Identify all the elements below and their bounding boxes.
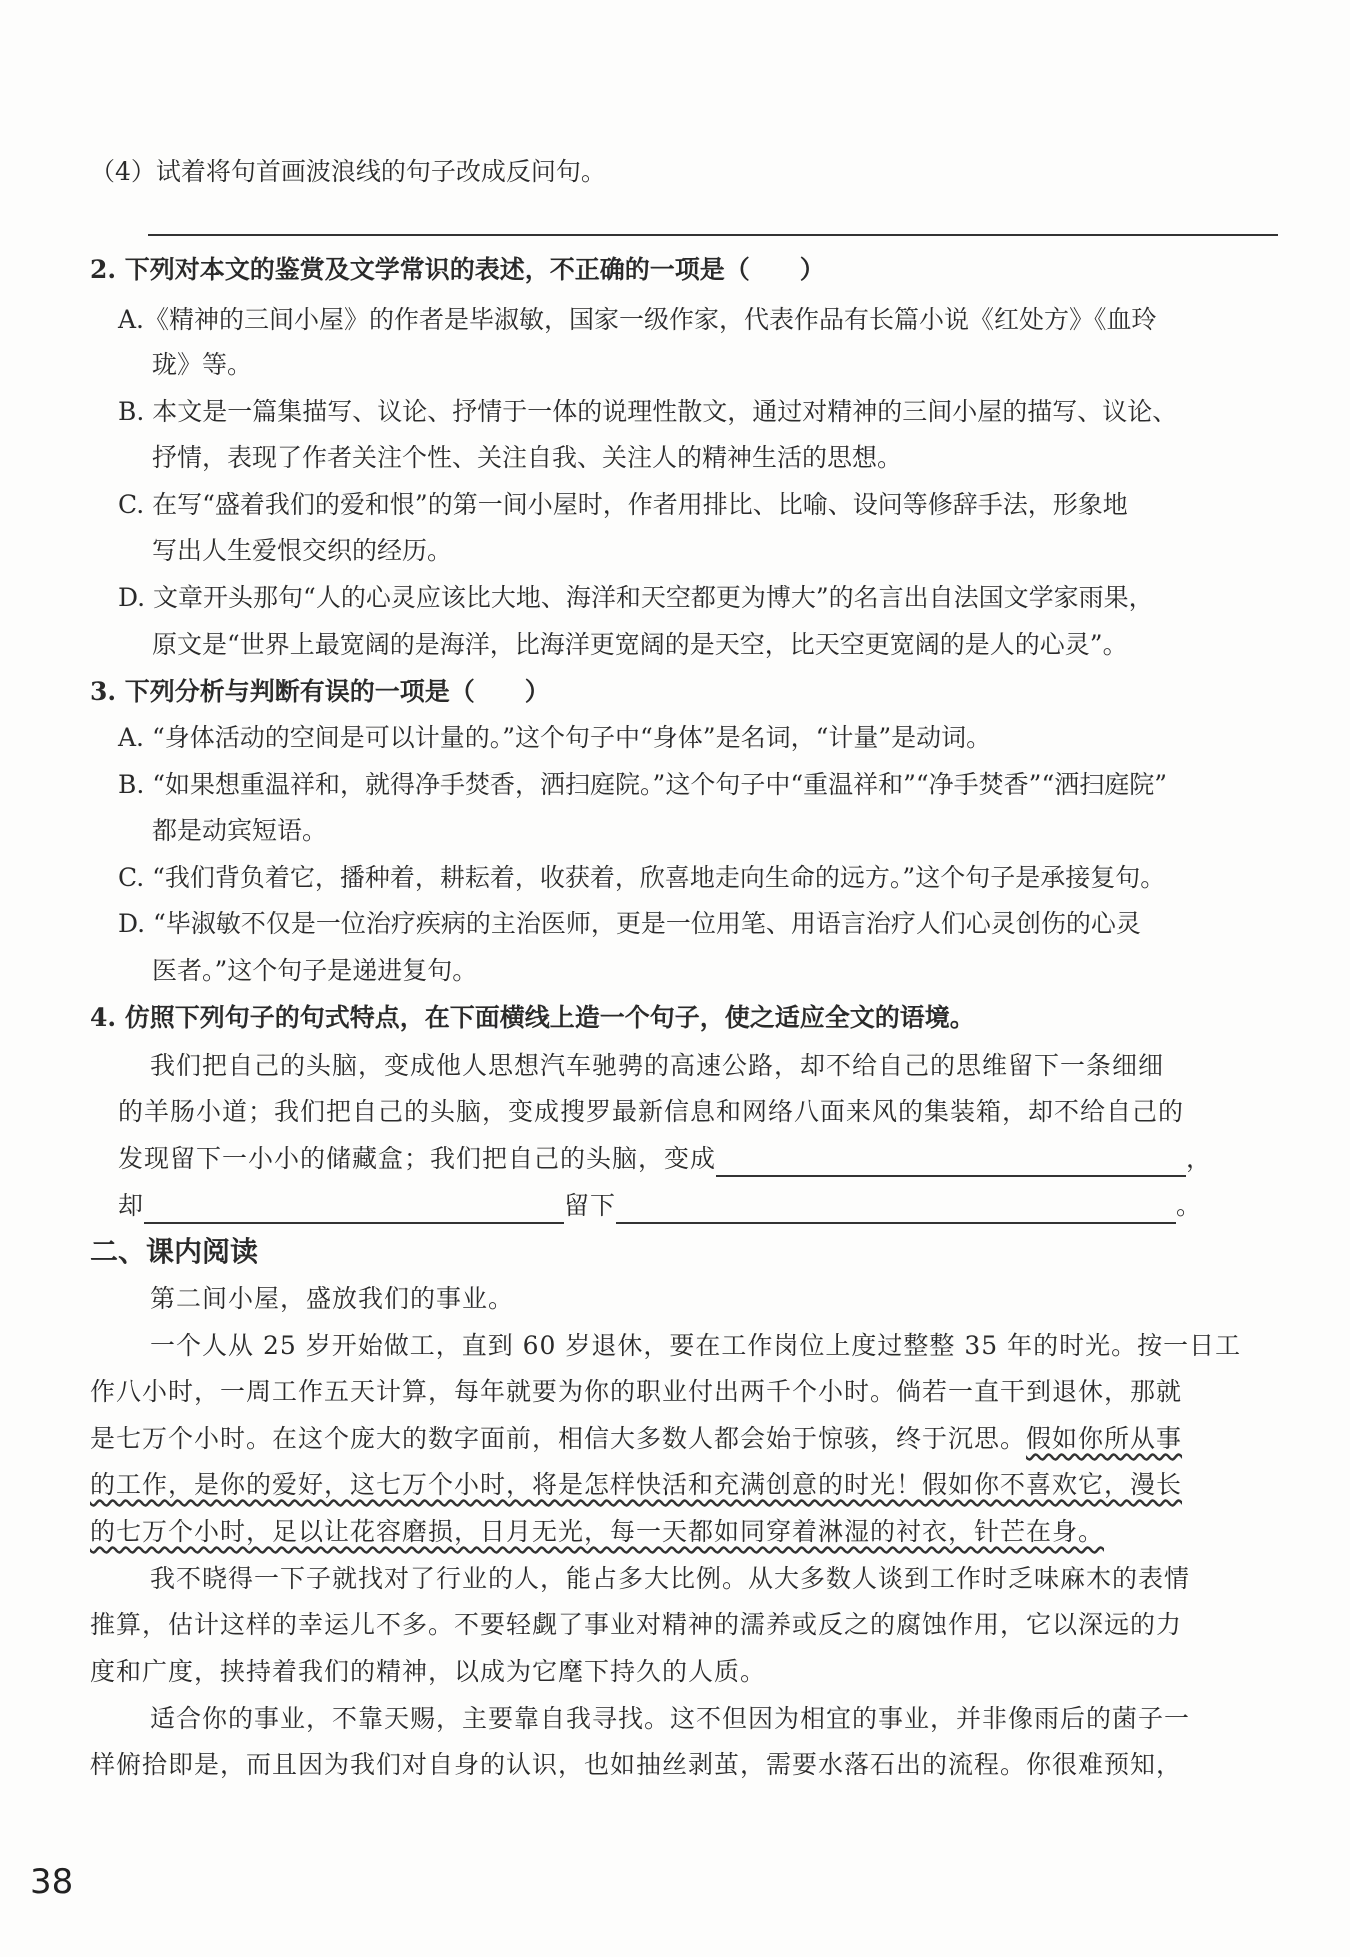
passage-line-5 <box>90 1467 1182 1503</box>
q2-option-c: C. 在写“盛着我们的爱和恨”的第一间小屋时，作者用排比、比喻、设问等修辞手法，形象地 <box>118 490 1128 519</box>
passage-line-2: 一个人从 25 岁开始做工，直到 60 岁退休，要在工作岗位上度过整整 35 年的时光。按一日工 <box>150 1331 1242 1360</box>
passage-line-10: 适合你的事业，不靠天赐，主要靠自我寻找。这不但因为相宜的事业，并非像雨后的菌子一 <box>150 1704 1191 1733</box>
q2-option-d-cont: 原文是“世界上最宽阔的是海洋，比海洋更宽阔的是天空，比天空更宽阔的是人的心灵”。 <box>152 630 1128 659</box>
q2-option-a-cont: 珑》等。 <box>152 350 253 379</box>
question-3-stem: 3. 下列分析与判断有误的一项是（ ） <box>90 677 550 706</box>
q4-example-text: 发现留下一小小的储藏盒；我们把自己的头脑，变成 <box>118 1144 717 1173</box>
wavy-sentence-middle: 的工作，是你的爱好，这七万个小时，将是怎样快活和充满创意的时光！假如你不喜欢它，漫长 <box>90 1470 1183 1499</box>
q4-example-line-2: 的羊肠小道；我们把自己的头脑，变成搜罗最新信息和网络八面来风的集装箱，却不给自己的 <box>118 1097 1185 1126</box>
question-4-stem: 4. 仿照下列句子的句式特点，在下面横线上造一个句子，使之适应全文的语境。 <box>90 1003 975 1032</box>
question-2-stem: 2. 下列对本文的鉴赏及文学常识的表述，不正确的一项是（ ） <box>90 255 825 284</box>
q4-example-line-3 <box>118 1141 1212 1177</box>
q4-blank-1[interactable] <box>716 1145 1186 1177</box>
section-2-title: 二、课内阅读 <box>90 1235 259 1268</box>
q4-example-line-1: 我们把自己的头脑，变成他人思想汽车驰骋的高速公路，却不给自己的思维留下一条细细 <box>150 1051 1165 1080</box>
answer-line[interactable] <box>148 234 1278 236</box>
q3-option-d-cont: 医者。”这个句子是递进复句。 <box>152 956 478 985</box>
passage-line-1: 第二间小屋，盛放我们的事业。 <box>150 1284 515 1313</box>
passage-line-4-text: 是七万个小时。在这个庞大的数字面前，相信大多数人都会始于惊骇，终于沉思。 <box>90 1424 1027 1453</box>
wavy-sentence-end: 的七万个小时，足以让花容磨损，日月无光，每一天都如同穿着淋湿的衬衣，针芒在身。 <box>90 1517 1105 1546</box>
q4-liuxia-label: 留下 <box>564 1191 617 1220</box>
passage-line-3: 作八小时，一周工作五天计算，每年就要为你的职业付出两千个小时。倘若一直干到退休，那就 <box>90 1377 1183 1406</box>
q2-option-a: A.《精神的三间小屋》的作者是毕淑敏，国家一级作家，代表作品有长篇小说《红处方》《血玲 <box>118 305 1157 334</box>
passage-line-9: 度和广度，挟持着我们的精神，以成为它麾下持久的人质。 <box>90 1657 767 1686</box>
q3-option-d: D. “毕淑敏不仅是一位治疗疾病的主治医师，更是一位用笔、用语言治疗人们心灵创伤的心灵 <box>118 909 1141 938</box>
passage-line-4 <box>90 1421 1182 1457</box>
question-1-part-4: （4）试着将句首画波浪线的句子改成反问句。 <box>90 157 606 186</box>
q2-option-b-cont: 抒情，表现了作者关注个性、关注自我、关注人的精神生活的思想。 <box>152 443 903 472</box>
q4-comma: ， <box>1186 1144 1213 1173</box>
q2-option-b: B. 本文是一篇集描写、议论、抒情于一体的说理性散文，通过对精神的三间小屋的描写、议论、 <box>118 397 1178 426</box>
passage-line-8: 推算，估计这样的幸运儿不多。不要轻觑了事业对精神的濡养或反之的腐蚀作用，它以深远的力 <box>90 1610 1183 1639</box>
q2-option-c-cont: 写出人生爱恨交织的经历。 <box>152 536 453 565</box>
q3-option-b-cont: 都是动宾短语。 <box>152 816 328 845</box>
passage-line-6 <box>90 1514 1104 1550</box>
q3-option-c: C. “我们背负着它，播种着，耕耘着，收获着，欣喜地走向生命的远方。”这个句子是承接复句。 <box>118 863 1166 892</box>
q2-option-d: D. 文章开头那句“人的心灵应该比大地、海洋和天空都更为博大”的名言出自法国文学家雨果， <box>118 583 1154 612</box>
q3-option-a: A. “身体活动的空间是可以计量的。”这个句子中“身体”是名词，“计量”是动词。 <box>118 723 992 752</box>
q3-option-b: B. “如果想重温祥和，就得净手焚香，洒扫庭院。”这个句子中“重温祥和”“净手焚香”“洒扫庭院” <box>118 770 1168 799</box>
wavy-sentence-start: 假如你所从事 <box>1026 1424 1183 1453</box>
q4-blank-3[interactable] <box>616 1192 1176 1224</box>
q4-example-line-4 <box>118 1188 1202 1224</box>
passage-line-7: 我不晓得一下子就找对了行业的人，能占多大比例。从大多数人谈到工作时乏味麻木的表情 <box>150 1564 1191 1593</box>
q4-period: 。 <box>1176 1191 1203 1220</box>
q4-blank-2[interactable] <box>144 1192 564 1224</box>
q4-que-label: 却 <box>118 1191 145 1220</box>
passage-line-11: 样俯拾即是，而且因为我们对自身的认识，也如抽丝剥茧，需要水落石出的流程。你很难预知， <box>90 1750 1183 1779</box>
page-number: 38 <box>30 1862 74 1902</box>
